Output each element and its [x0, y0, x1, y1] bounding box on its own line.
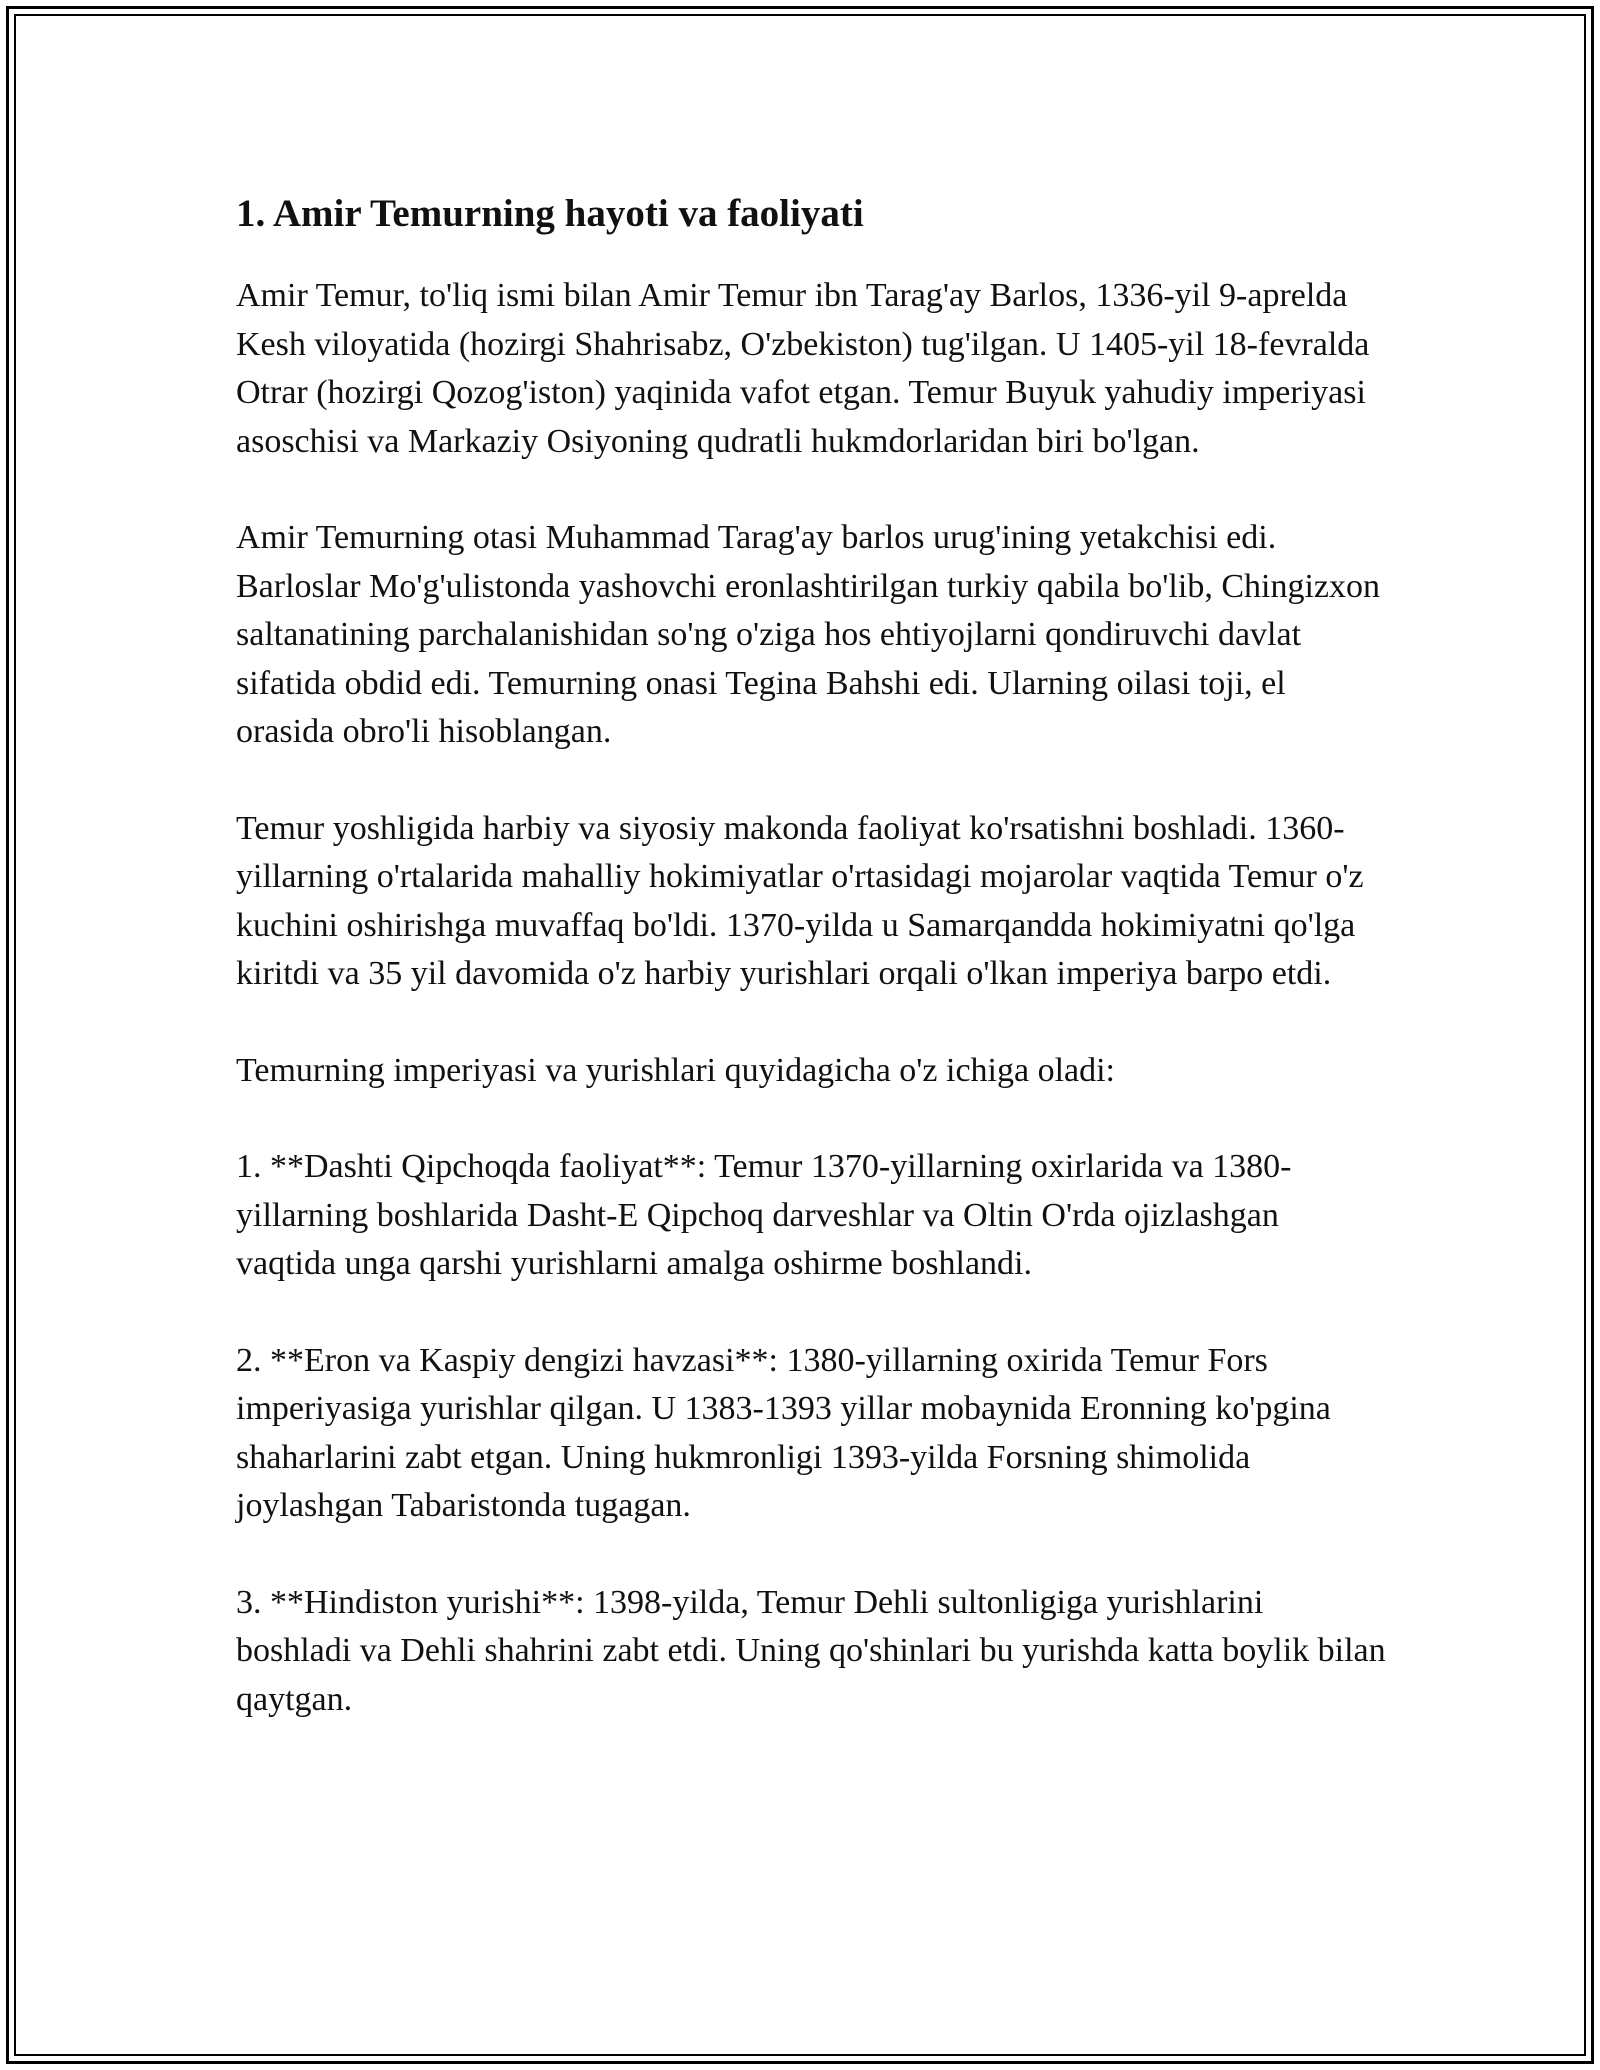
paragraph-birth-death: Amir Temur, to'liq ismi bilan Amir Temur ibn Tarag'ay Barlos, 1336-yil 9-aprelda Kesh viloyatida (hozirgi Shahrisabz, O'zbekiston) tug'ilgan. U 1405-yil 18-fevralda Otrar (hozirgi Qozog'iston) yaqinida vafot etgan. Temur Buyuk yahudiy imperiyasi asoschisi va Markaziy Osiyoning qudratli hukmdorlaridan biri bo'lgan. — [236, 277, 1370, 460]
paragraph-family: Amir Temurning otasi Muhammad Tarag'ay barlos urug'ining yetakchisi edi. Barloslar Mo'g'ulistonda yashovchi eronlashtirilgan turkiy qabila bo'lib, Chingizxon saltanatining parchalanishidan so'ng o'ziga hos ehtiyojlarni qondiruvchi davlat sifatida obdid edi. Temurning onasi Tegina Bahshi edi. Ularning oilasi toji, el orasida obro'li hisoblangan. — [236, 519, 1380, 750]
paragraph-rise-to-power: Temur yoshligida harbiy va siyosiy makonda faoliyat ko'rsatishni boshladi. 1360-yillarning o'rtalarida mahalliy hokimiyatlar o'rtasidagi mojarolar vaqtida Temur o'z kuchini oshirishga muvaffaq bo'ldi. 1370-yilda u Samarqandda hokimiyatni qo'lga kiritdi va 35 yil davomida o'z harbiy yurishlari orqali o'lkan imperiya barpo etdi. — [236, 809, 1364, 992]
document-body — [236, 186, 1386, 1772]
section-heading: 1. Amir Temurning hayoti va faoliyati — [236, 192, 864, 235]
list-item-hindiston: 3. **Hindiston yurishi**: 1398-yilda, Temur Dehli sultonligiga yurishlarini boshladi va Dehli shahrini zabt etdi. Uning qo'shinlari bu yurishda katta boylik bilan qaytgan. — [236, 1583, 1386, 1718]
list-item-eron-kaspiy: 2. **Eron va Kaspiy dengizi havzasi**: 1380-yillarning oxirida Temur Fors imperiyasiga yurishlar qilgan. U 1383-1393 yillar mobaynida Eronning ko'pgina shaharlarini zabt etgan. Uning hukmronligi 1393-yilda Forsning shimolida joylashgan Tabaristonda tugagan. — [236, 1341, 1331, 1524]
paragraph-campaigns-intro: Temurning imperiyasi va yurishlari quyidagicha o'z ichiga oladi: — [236, 1051, 1116, 1089]
list-item-dashti-qipchoq: 1. **Dashti Qipchoqda faoliyat**: Temur 1370-yillarning oxirlarida va 1380-yillarning boshlarida Dasht-E Qipchoq darveshlar va Oltin O'rda ojizlashgan vaqtida unga qarshi yurishlarni amalga oshirme boshlandi. — [236, 1148, 1292, 1282]
